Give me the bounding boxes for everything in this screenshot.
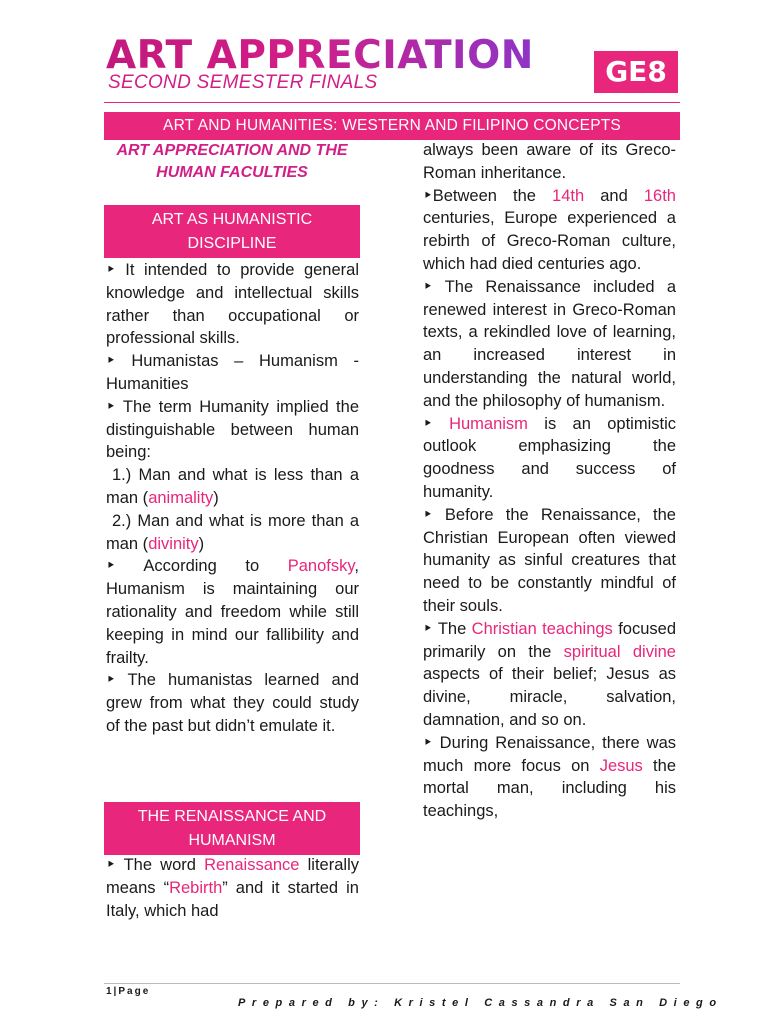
- paragraph: ‣ The humanistas learned and grew from what they could study of the past but didn’t emulate it.: [106, 671, 359, 735]
- paragraph: ‣ The word Renaissance literally means “Rebirth” and it started in Italy, which had: [106, 856, 359, 920]
- highlight-term: Panofsky: [287, 557, 355, 576]
- paragraph: ‣ It intended to provide general knowledge and intellectual skills rather than occupational or professional skills.: [106, 261, 359, 348]
- heading-box-humanistic-discipline: [104, 205, 360, 258]
- paragraph: ‣Between the 14th and 16th centuries, Europe experienced a rebirth of Greco-Roman culture, which had died centuries ago.: [423, 186, 676, 273]
- paragraph: ‣ Before the Renaissance, the Christian European often viewed humanity as sinful creatures that need to be constantly mindful of their souls.: [423, 505, 676, 615]
- heading-box-renaissance-humanism: [104, 802, 360, 855]
- highlight-term: Jesus: [599, 756, 643, 775]
- heading-box-line1: THE RENAISSANCE AND: [137, 808, 327, 825]
- highlight-term: 14th: [552, 186, 585, 205]
- header-divider: [104, 102, 680, 103]
- heading-box-line1: ART AS HUMANISTIC: [151, 211, 313, 228]
- section-title-line1: ART APPRECIATION AND THE: [116, 142, 348, 159]
- highlight-term: animality: [148, 488, 214, 507]
- highlight-term: Humanism: [449, 414, 528, 433]
- highlight-term: divinity: [148, 534, 199, 553]
- paragraph: ‣ According to Panofsky, Humanism is maintaining our rationality and freedom while still keeping in mind our fallibility and frailty.: [106, 557, 359, 667]
- paragraph: ‣ The Christian teachings focused primarily on the spiritual divine aspects of their belief; Jesus as divine, miracle, salvation, damnation, and so on.: [423, 619, 676, 729]
- page-number: 1|Page: [106, 986, 151, 997]
- paragraph: always been aware of its Greco-Roman inheritance.: [423, 141, 676, 182]
- left-column-body: [106, 259, 359, 738]
- paragraph: ‣ The term Humanity implied the distinguishable between human being:: [106, 397, 359, 462]
- document-subtitle: SECOND SEMESTER FINALS: [108, 72, 378, 93]
- paragraph: ‣ Humanism is an optimistic outlook emphasizing the goodness and success of humanity.: [423, 414, 676, 501]
- highlight-term: Christian teachings: [471, 619, 613, 638]
- highlight-term: 16th: [643, 186, 676, 205]
- topic-banner: ART AND HUMANITIES: WESTERN AND FILIPINO CONCEPTS: [104, 112, 680, 140]
- footer-divider: [104, 983, 680, 984]
- paragraph: ‣ During Renaissance, there was much more focus on Jesus the mortal man, including his teachings,: [423, 733, 676, 821]
- left-column-body-2: [106, 854, 359, 922]
- heading-box-line2: HUMANISM: [188, 832, 276, 849]
- document-title: ART APPRECIATION: [106, 33, 534, 78]
- right-column-body: [423, 139, 676, 823]
- paragraph: ‣ The Renaissance included a renewed interest in Greco-Roman texts, a rekindled love of learning, an increased interest in understanding the natural world, and the philosophy of humanism.: [423, 277, 676, 410]
- prepared-by: Prepared by: Kristel Cassandra San Diego: [238, 997, 723, 1009]
- course-code-badge: GE8: [594, 51, 678, 93]
- heading-box-line2: DISCIPLINE: [187, 235, 277, 252]
- highlight-term: Renaissance: [204, 856, 300, 874]
- section-title-line2: HUMAN FACULTIES: [156, 164, 308, 181]
- highlight-term: Rebirth: [169, 878, 223, 897]
- highlight-term: spiritual divine: [563, 642, 676, 661]
- paragraph: 1.) Man and what is less than a man (animality): [106, 466, 359, 507]
- paragraph: 2.) Man and what is more than a man (divinity): [106, 511, 359, 553]
- section-title: [104, 140, 360, 184]
- paragraph: ‣ Humanistas – Humanism - Humanities: [106, 352, 359, 393]
